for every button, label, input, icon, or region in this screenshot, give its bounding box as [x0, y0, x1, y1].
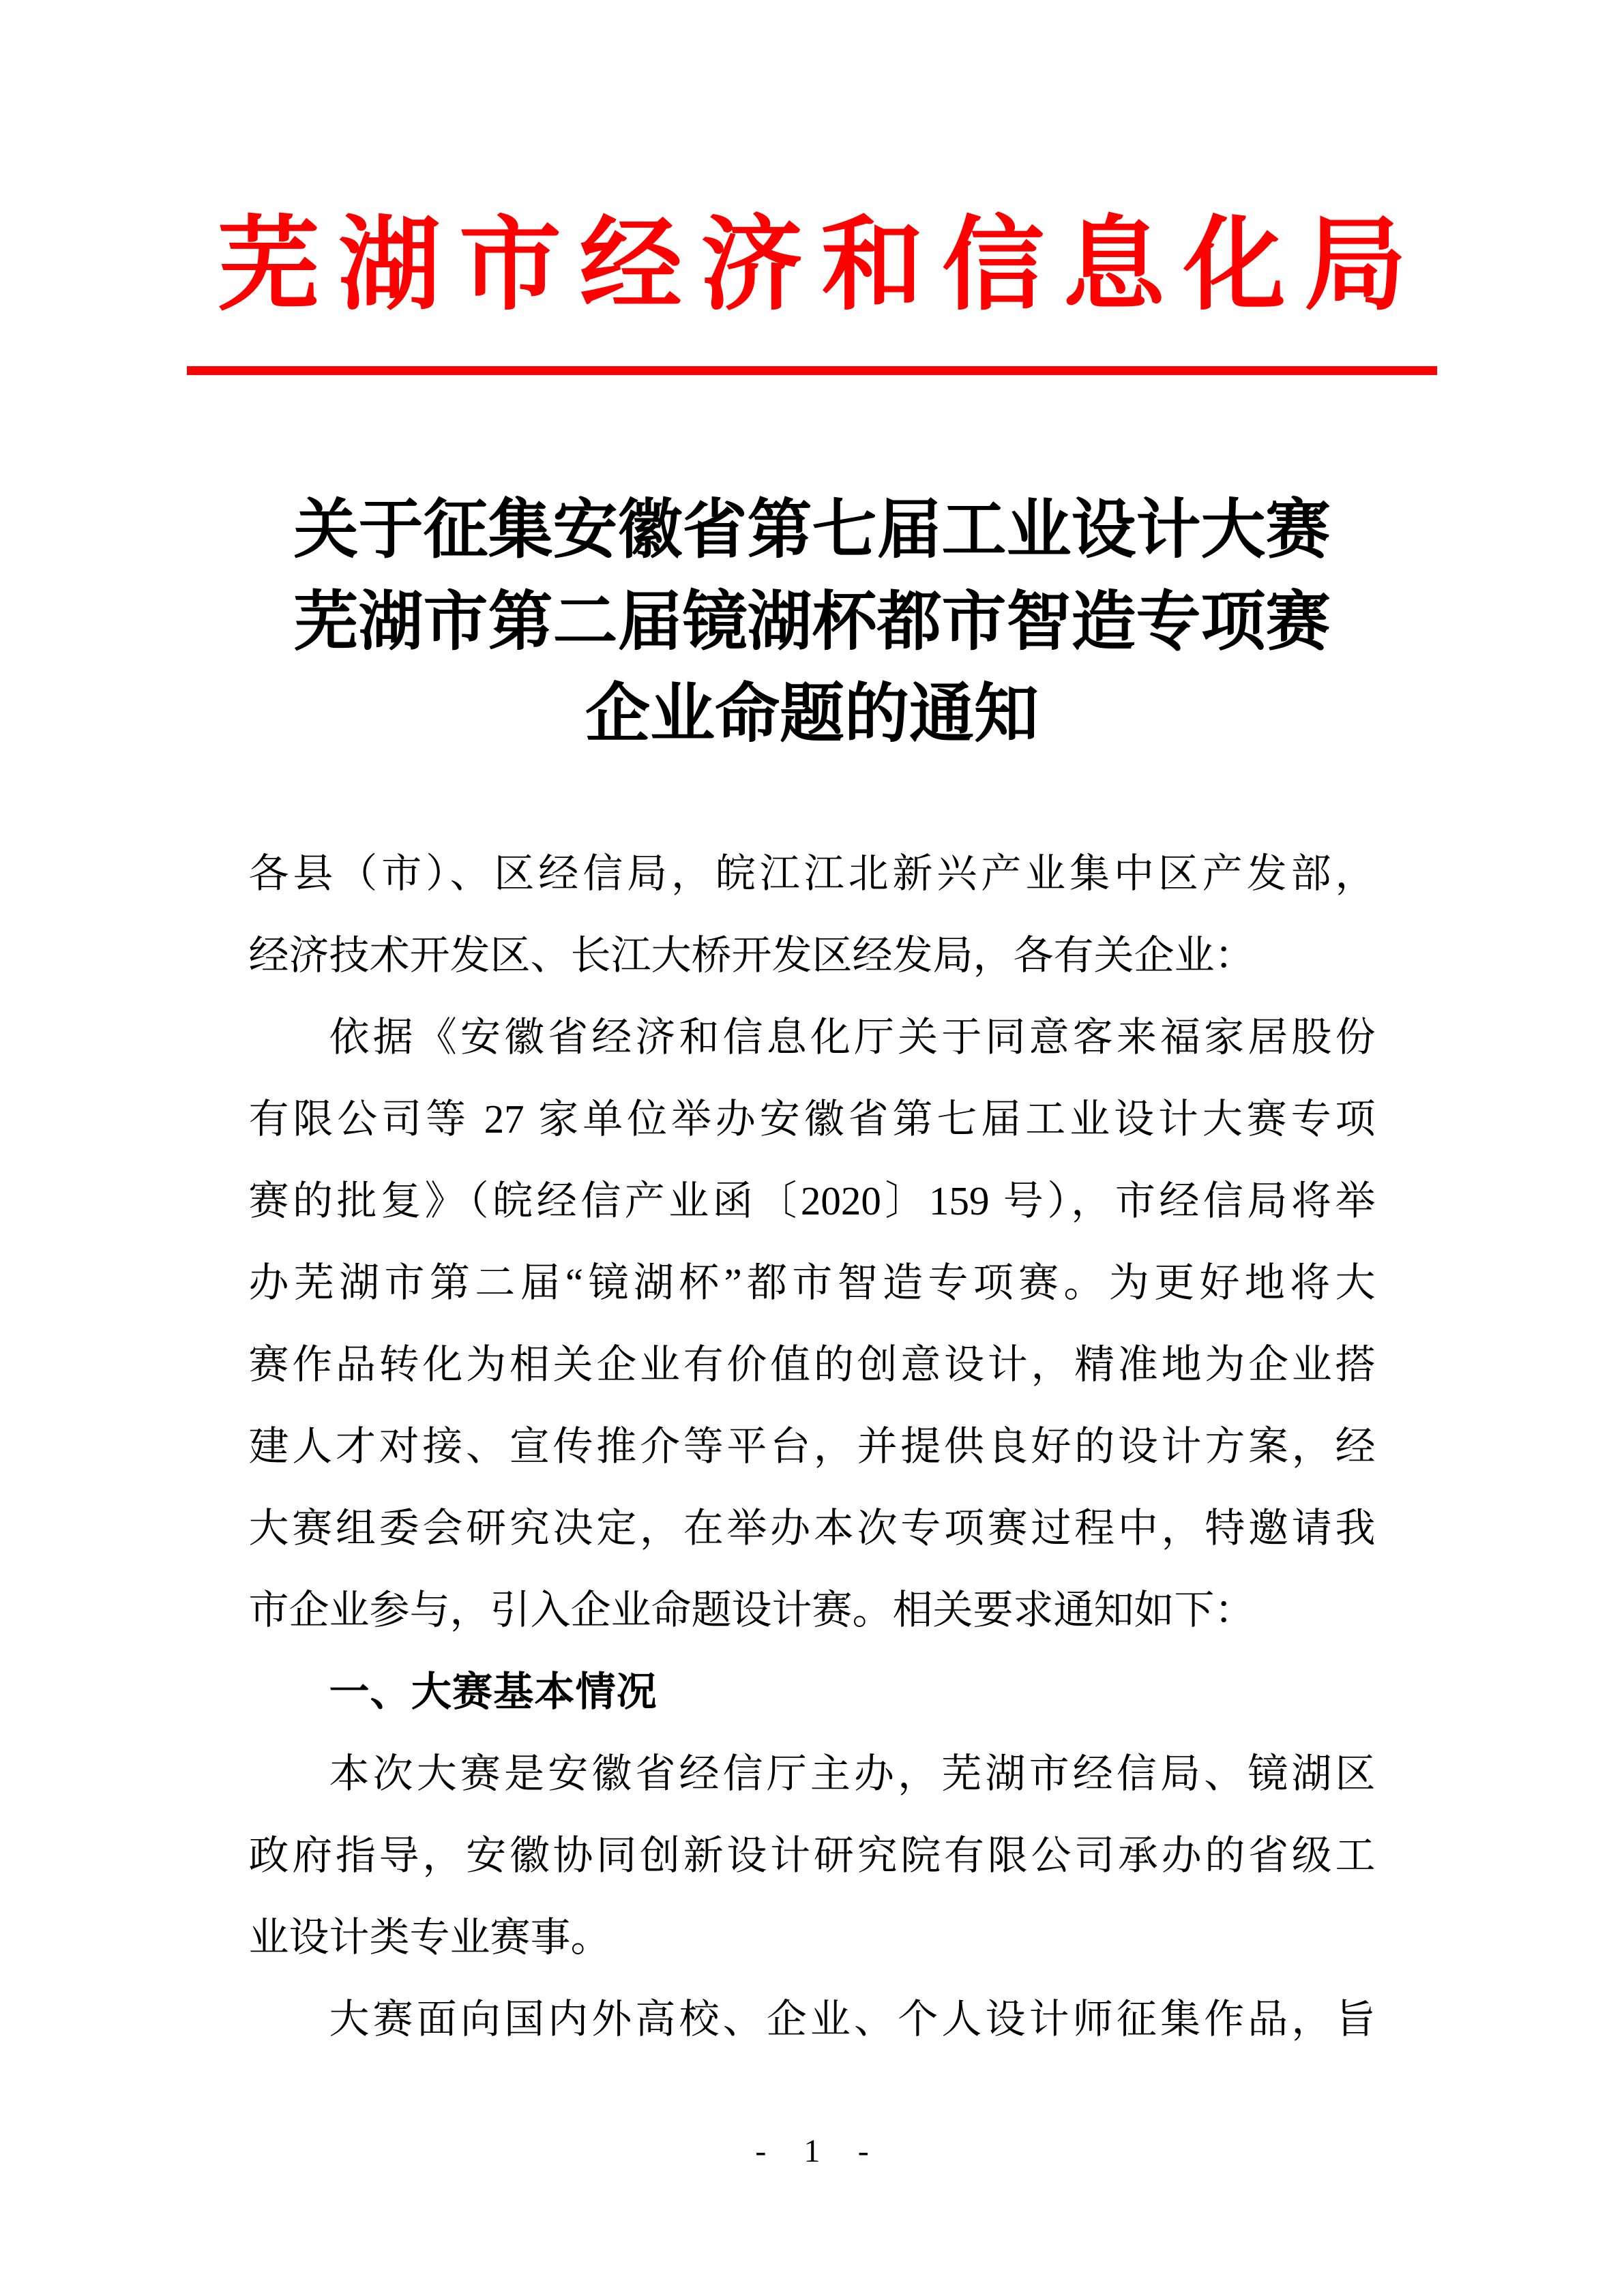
document-title-line-1: 关于征集安徽省第七届工业设计大赛 — [293, 494, 1331, 566]
body-line: 办芜湖市第二届“镜湖杯”都市智造专项赛。为更好地将大 — [248, 1260, 1376, 1305]
red-separator-rule — [187, 366, 1437, 375]
document-title-line-3: 企业命题的通知 — [585, 678, 1039, 750]
body-line: 大赛组委会研究决定，在举办本次专项赛过程中，特邀请我 — [248, 1506, 1376, 1551]
agency-masthead: 芜湖市经济和信息化局 — [217, 209, 1425, 323]
page-number: - 1 - — [755, 2133, 884, 2169]
body-line: 经济技术开发区、长江大桥开发区经发局，各有关企业： — [248, 933, 1255, 978]
section-heading: 一、大赛基本情况 — [329, 1669, 658, 1714]
document-body — [249, 833, 1376, 2060]
body-line: 建人才对接、宣传推介等平台，并提供良好的设计方案，经 — [248, 1424, 1376, 1469]
body-line: 大赛面向国内外高校、企业、个人设计师征集作品，旨 — [329, 1997, 1376, 2042]
document-title — [0, 484, 1624, 760]
body-line: 本次大赛是安徽省经信厅主办，芜湖市经信局、镜湖区 — [329, 1751, 1376, 1796]
body-line: 市企业参与，引入企业命题设计赛。相关要求通知如下： — [248, 1587, 1255, 1632]
document-title-line-2: 芜湖市第二届镜湖杯都市智造专项赛 — [293, 586, 1331, 658]
body-line: 各县（市）、区经信局，皖江江北新兴产业集中区产发部， — [248, 851, 1376, 896]
body-line: 依据《安徽省经济和信息化厅关于同意客来福家居股份 — [329, 1015, 1376, 1060]
body-line: 有限公司等 27 家单位举办安徽省第七届工业设计大赛专项 — [248, 1097, 1376, 1142]
body-line: 赛的批复》（皖经信产业函〔2020〕159 号），市经信局将举 — [248, 1178, 1376, 1223]
body-line: 业设计类专业赛事。 — [248, 1915, 611, 1960]
body-line: 赛作品转化为相关企业有价值的创意设计，精准地为企业搭 — [248, 1342, 1376, 1387]
body-line: 政府指导，安徽协同创新设计研究院有限公司承办的省级工 — [248, 1833, 1376, 1878]
